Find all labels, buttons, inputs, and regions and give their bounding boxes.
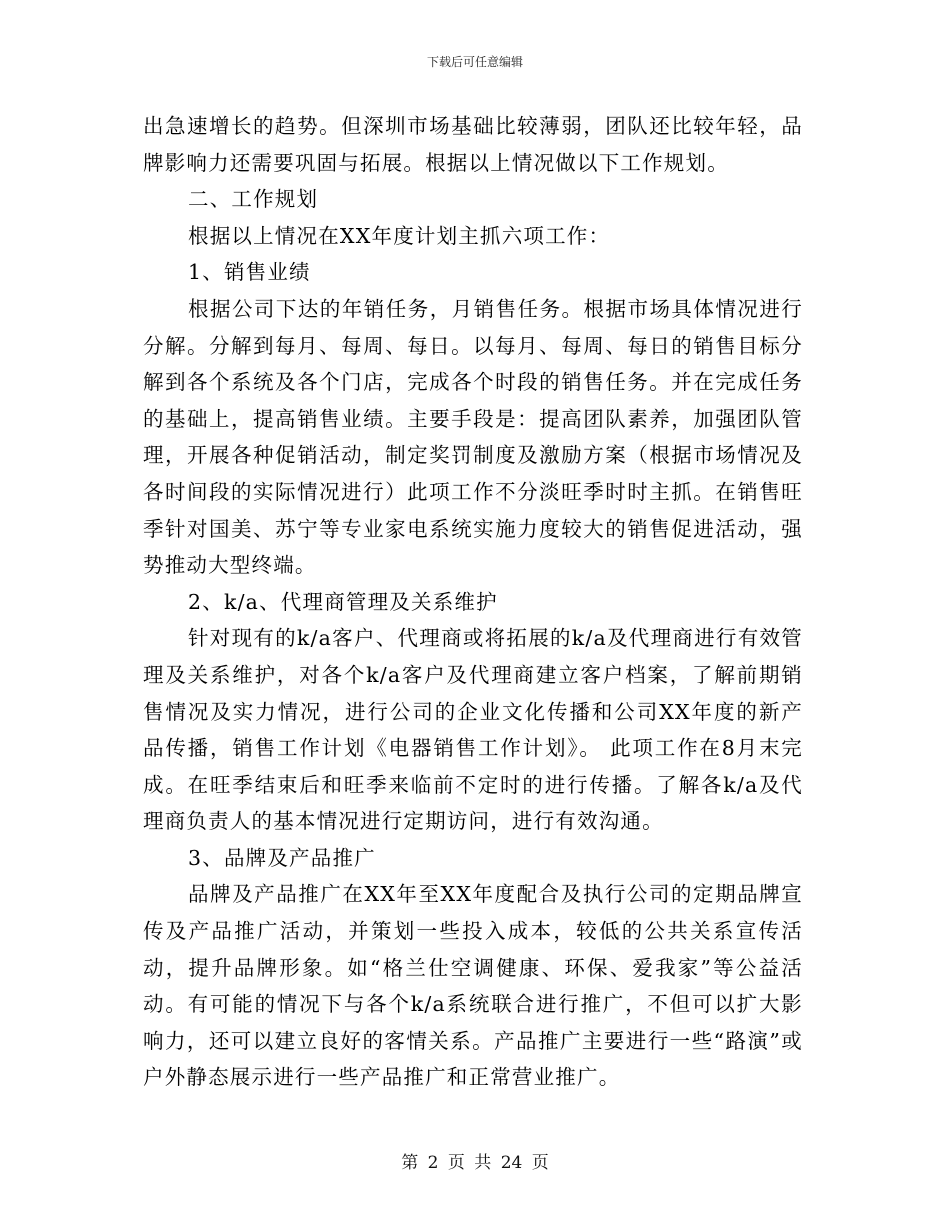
page-number-footer: 第 2 页 共 24 页 bbox=[401, 1153, 549, 1173]
paragraph-intro: 根据以上情况在XX年度计划主抓六项工作： bbox=[188, 223, 611, 248]
subheading-sales-performance: 1、销售业绩 bbox=[188, 260, 311, 285]
subheading-ka-agent-management: 2、k/a、代理商管理及关系维护 bbox=[188, 589, 498, 614]
subheading-brand-promotion: 3、品牌及产品推广 bbox=[188, 845, 376, 870]
paragraph-sales-performance: 根据公司下达的年销任务，月销售任务。根据市场具体情况进行分解。分解到每月、每周、每日。以每月、每周、每日的销售目标分解到各个系统及各个门店，完成各个时段的销售任务。并在完成任务的基础上，提高销售业绩。主要手段是：提高团队素养，加强团队管理，开展各种促销活动，制定奖罚制度及激励方案（根据市场情况及各时间段的实际情况进行）此项工作不分淡旺季时时主抓。在销售旺季针对国美、苏宁等专业家电系统实施力度较大的销售促进活动，强势推动大型终端。 bbox=[143, 296, 803, 578]
page-header: 下载后可任意编辑 bbox=[426, 55, 523, 69]
paragraph-ka-agent-management: 针对现有的k/a客户、代理商或将拓展的k/a及代理商进行有效管理及关系维护，对各个k/a客户及代理商建立客户档案，了解前期销售情况及实力情况，进行公司的企业文化传播和公司XX年度的新产品传播，销售工作计划《电器销售工作计划》。 此项工作在8月末完成。在旺季结束后和旺季来临前不定时的进行传播。了解各k/a及代理商负责人的基本情况进行定期访问，进行有效沟通。 bbox=[143, 626, 803, 834]
section-heading-work-plan: 二、工作规划 bbox=[188, 187, 319, 212]
document-body bbox=[143, 108, 803, 1096]
paragraph-continuation: 出急速增长的趋势。但深圳市场基础比较薄弱，团队还比较年轻，品牌影响力还需要巩固与拓展。根据以上情况做以下工作规划。 bbox=[143, 114, 803, 175]
paragraph-brand-promotion: 品牌及产品推广在XX年至XX年度配合及执行公司的定期品牌宣传及产品推广活动，并策划一些投入成本，较低的公共关系宣传活动，提升品牌形象。如“格兰仕空调健康、环保、爱我家”等公益活动。有可能的情况下与各个k/a系统联合进行推广，不但可以扩大影响力，还可以建立良好的客情关系。产品推广主要进行一些“路演”或户外静态展示进行一些产品推广和正常营业推广。 bbox=[143, 882, 803, 1090]
